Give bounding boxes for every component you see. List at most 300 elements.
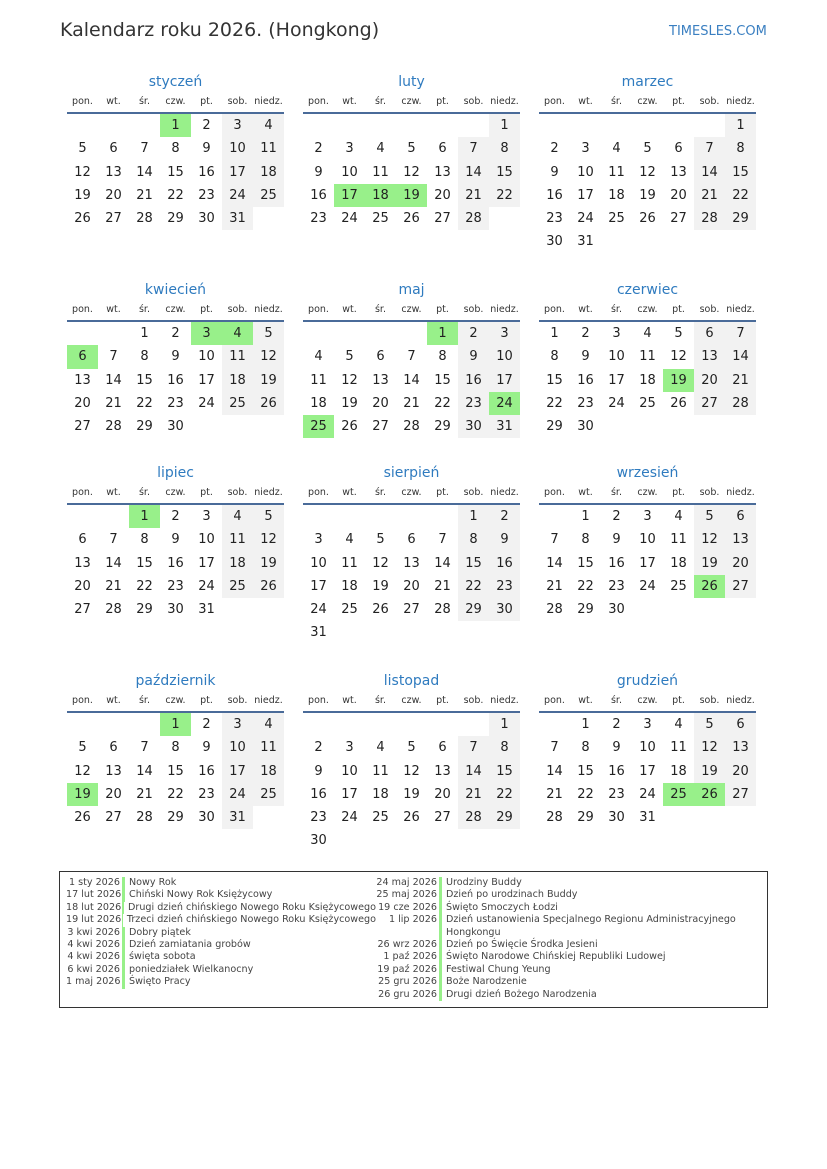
day-cell: 7 xyxy=(140,740,149,756)
weekday-label: pt. xyxy=(200,304,213,315)
day-cell: 3 xyxy=(581,141,590,157)
day-cell: 11 xyxy=(253,736,284,759)
day-cell: 13 xyxy=(403,555,420,571)
weekday-label: sob. xyxy=(227,304,248,315)
day-cell: 24 xyxy=(341,211,358,227)
weekday-label: sob. xyxy=(699,695,720,706)
day-cell: 25 xyxy=(608,211,625,227)
weekday-label: czw. xyxy=(401,96,422,107)
day-cell: 20 xyxy=(694,369,725,392)
weekday-label: niedz. xyxy=(726,304,755,315)
day-cell: 2 xyxy=(202,717,211,732)
day-cell: 23 xyxy=(577,395,594,411)
day-cell: 19 xyxy=(74,187,91,203)
day-cell: 2 xyxy=(202,118,211,133)
weekday-label: pt. xyxy=(672,695,685,706)
empty-cell xyxy=(303,505,334,528)
legend-name: Chiński Nowy Rok Księżycowy xyxy=(129,889,273,901)
month-3 xyxy=(67,278,284,438)
day-cell: 15 xyxy=(458,552,489,575)
weekday-label: śr. xyxy=(138,96,150,107)
weekday-label: pon. xyxy=(72,487,93,498)
holiday-day-cell: 6 xyxy=(67,345,98,368)
legend-name: Dzień po Święcie Środka Jesieni xyxy=(446,939,598,951)
day-cell: 5 xyxy=(407,141,416,157)
legend-name: poniedziałek Wielkanocny xyxy=(129,963,254,975)
legend-name: Drugi dzień Bożego Narodzenia xyxy=(446,988,597,1000)
day-grid xyxy=(303,322,520,438)
day-cell: 11 xyxy=(670,740,687,756)
legend-marker xyxy=(439,989,442,1001)
empty-cell xyxy=(539,505,570,528)
day-cell: 3 xyxy=(643,509,652,524)
weekday-label: pt. xyxy=(436,695,449,706)
empty-cell xyxy=(334,713,365,736)
legend-date: 1 maj 2026 xyxy=(66,976,121,988)
day-grid xyxy=(539,505,756,621)
day-cell: 24 xyxy=(608,395,625,411)
weekday-header xyxy=(67,94,284,114)
day-cell: 6 xyxy=(725,505,756,528)
day-cell: 26 xyxy=(74,211,91,227)
empty-cell xyxy=(427,114,458,137)
day-cell: 9 xyxy=(581,349,590,365)
weekday-label: sob. xyxy=(463,487,484,498)
day-cell: 7 xyxy=(458,137,489,160)
holiday-day-cell: 19 xyxy=(396,184,427,207)
empty-cell xyxy=(334,505,365,528)
day-cell: 25 xyxy=(222,575,253,598)
day-cell: 29 xyxy=(577,602,594,618)
day-cell: 23 xyxy=(198,786,215,802)
empty-cell xyxy=(396,322,427,345)
day-cell: 17 xyxy=(639,763,656,779)
day-cell: 13 xyxy=(105,164,122,180)
weekday-label: pon. xyxy=(72,304,93,315)
day-cell: 20 xyxy=(105,187,122,203)
day-cell: 22 xyxy=(458,575,489,598)
day-cell: 1 xyxy=(725,114,756,137)
day-cell: 9 xyxy=(489,528,520,551)
day-cell: 21 xyxy=(434,578,451,594)
legend-item xyxy=(66,927,376,939)
legend-marker xyxy=(122,902,124,914)
day-cell: 21 xyxy=(694,184,725,207)
weekday-label: śr. xyxy=(138,304,150,315)
day-cell: 23 xyxy=(489,575,520,598)
day-cell: 23 xyxy=(167,395,184,411)
day-cell: 5 xyxy=(345,349,354,365)
day-cell: 13 xyxy=(105,763,122,779)
day-cell: 28 xyxy=(458,207,489,230)
day-cell: 22 xyxy=(577,786,594,802)
empty-cell xyxy=(67,505,98,528)
day-cell: 21 xyxy=(458,184,489,207)
day-cell: 7 xyxy=(694,137,725,160)
weekday-label: niedz. xyxy=(254,304,283,315)
day-grid xyxy=(539,322,756,438)
day-cell: 23 xyxy=(310,211,327,227)
weekday-label: wt. xyxy=(578,304,593,315)
holiday-day-cell: 25 xyxy=(663,783,694,806)
day-cell: 6 xyxy=(376,349,385,365)
weekday-label: pt. xyxy=(200,487,213,498)
day-cell: 14 xyxy=(546,763,563,779)
weekday-label: śr. xyxy=(610,96,622,107)
day-cell: 2 xyxy=(612,509,621,524)
day-cell: 27 xyxy=(434,810,451,826)
day-cell: 25 xyxy=(253,783,284,806)
day-cell: 10 xyxy=(608,349,625,365)
empty-cell xyxy=(396,114,427,137)
holiday-day-cell: 17 xyxy=(334,184,365,207)
weekday-label: śr. xyxy=(374,96,386,107)
day-cell: 2 xyxy=(458,322,489,345)
holiday-day-cell: 19 xyxy=(663,369,694,392)
day-cell: 18 xyxy=(253,760,284,783)
day-cell: 12 xyxy=(403,164,420,180)
day-cell: 21 xyxy=(546,578,563,594)
day-cell: 31 xyxy=(222,207,253,230)
legend-marker xyxy=(122,964,125,976)
empty-cell xyxy=(67,713,98,736)
day-cell: 15 xyxy=(136,372,153,388)
day-cell: 29 xyxy=(434,419,451,435)
day-cell: 12 xyxy=(74,763,91,779)
weekday-label: pon. xyxy=(544,304,565,315)
weekday-label: pon. xyxy=(308,487,329,498)
month-name: marzec xyxy=(621,74,674,90)
weekday-label: sob. xyxy=(227,96,248,107)
day-cell: 19 xyxy=(694,760,725,783)
day-cell: 11 xyxy=(341,555,358,571)
legend-marker xyxy=(439,964,442,976)
day-cell: 17 xyxy=(198,372,215,388)
legend-name: święta sobota xyxy=(129,951,196,963)
day-cell: 13 xyxy=(434,164,451,180)
weekday-label: sob. xyxy=(699,96,720,107)
day-cell: 20 xyxy=(434,187,451,203)
weekday-label: niedz. xyxy=(254,96,283,107)
day-cell: 7 xyxy=(109,349,118,365)
empty-cell xyxy=(98,713,129,736)
day-cell: 29 xyxy=(725,207,756,230)
weekday-label: pon. xyxy=(544,487,565,498)
weekday-label: niedz. xyxy=(726,487,755,498)
month-5 xyxy=(539,278,756,438)
day-cell: 29 xyxy=(136,419,153,435)
day-cell: 23 xyxy=(310,810,327,826)
empty-cell xyxy=(98,505,129,528)
weekday-label: śr. xyxy=(374,487,386,498)
day-cell: 16 xyxy=(167,555,184,571)
day-cell: 4 xyxy=(376,740,385,756)
day-cell: 3 xyxy=(222,114,253,137)
legend-date: 26 wrz 2026 xyxy=(377,939,437,951)
day-cell: 23 xyxy=(546,211,563,227)
day-cell: 15 xyxy=(546,372,563,388)
day-cell: 19 xyxy=(694,552,725,575)
day-cell: 23 xyxy=(608,578,625,594)
day-cell: 11 xyxy=(372,763,389,779)
empty-cell xyxy=(334,114,365,137)
day-cell: 24 xyxy=(639,578,656,594)
weekday-label: czw. xyxy=(637,695,658,706)
weekday-label: pt. xyxy=(436,304,449,315)
weekday-label: wt. xyxy=(106,695,121,706)
legend-marker xyxy=(122,927,125,939)
day-cell: 17 xyxy=(198,555,215,571)
month-name: lipiec xyxy=(157,465,194,481)
day-cell: 29 xyxy=(577,810,594,826)
month-name: listopad xyxy=(383,673,440,689)
weekday-label: pt. xyxy=(436,487,449,498)
legend-item xyxy=(375,964,745,976)
day-cell: 24 xyxy=(341,810,358,826)
day-cell: 6 xyxy=(694,322,725,345)
day-cell: 3 xyxy=(314,532,323,548)
day-cell: 16 xyxy=(608,555,625,571)
day-cell: 4 xyxy=(253,114,284,137)
weekday-label: czw. xyxy=(637,304,658,315)
empty-cell xyxy=(396,713,427,736)
day-cell: 24 xyxy=(198,578,215,594)
holiday-day-cell: 4 xyxy=(222,322,253,345)
day-cell: 17 xyxy=(639,555,656,571)
day-grid xyxy=(303,114,520,230)
day-cell: 8 xyxy=(489,137,520,160)
day-cell: 7 xyxy=(109,532,118,548)
legend-item xyxy=(375,902,745,914)
weekday-label: wt. xyxy=(106,304,121,315)
month-name: maj xyxy=(398,282,425,298)
legend-name: Dobry piątek xyxy=(129,926,191,938)
holiday-day-cell: 24 xyxy=(489,392,520,415)
day-cell: 25 xyxy=(341,602,358,618)
legend-name: Dzień po urodzinach Buddy xyxy=(446,889,578,901)
day-cell: 25 xyxy=(372,211,389,227)
day-cell: 25 xyxy=(253,184,284,207)
day-cell: 4 xyxy=(222,505,253,528)
month-1 xyxy=(303,70,520,230)
weekday-header xyxy=(303,693,520,713)
day-cell: 19 xyxy=(341,395,358,411)
legend-date: 19 cze 2026 xyxy=(378,901,437,913)
legend-name: Drugi dzień chińskiego Nowego Roku Księżycowego xyxy=(128,901,376,913)
day-cell: 12 xyxy=(403,763,420,779)
day-cell: 2 xyxy=(171,509,180,524)
day-cell: 5 xyxy=(253,505,284,528)
day-cell: 13 xyxy=(74,555,91,571)
legend-date: 25 gru 2026 xyxy=(378,976,437,988)
day-cell: 27 xyxy=(105,211,122,227)
day-cell: 20 xyxy=(74,395,91,411)
weekday-label: czw. xyxy=(165,695,186,706)
day-cell: 27 xyxy=(74,419,91,435)
weekday-header xyxy=(303,94,520,114)
day-cell: 19 xyxy=(253,552,284,575)
day-cell: 2 xyxy=(314,141,323,157)
holiday-legend xyxy=(59,871,768,1008)
day-cell: 26 xyxy=(74,810,91,826)
day-cell: 9 xyxy=(314,763,323,779)
day-cell: 3 xyxy=(345,141,354,157)
day-cell: 24 xyxy=(198,395,215,411)
day-cell: 14 xyxy=(458,161,489,184)
weekday-label: czw. xyxy=(165,96,186,107)
day-cell: 11 xyxy=(253,137,284,160)
legend-date: 1 sty 2026 xyxy=(68,877,120,888)
day-cell: 14 xyxy=(546,555,563,571)
day-cell: 13 xyxy=(670,164,687,180)
holiday-day-cell: 1 xyxy=(160,114,191,137)
day-cell: 28 xyxy=(403,419,420,435)
day-cell: 30 xyxy=(167,419,184,435)
day-cell: 3 xyxy=(612,326,621,341)
weekday-label: sob. xyxy=(699,304,720,315)
legend-item xyxy=(66,877,376,889)
day-cell: 14 xyxy=(136,164,153,180)
day-cell: 14 xyxy=(458,760,489,783)
legend-item xyxy=(66,939,376,951)
day-cell: 12 xyxy=(670,349,687,365)
day-cell: 27 xyxy=(670,211,687,227)
holiday-day-cell: 18 xyxy=(365,184,396,207)
month-name: styczeń xyxy=(148,74,203,90)
day-cell: 30 xyxy=(167,602,184,618)
weekday-label: czw. xyxy=(401,695,422,706)
empty-cell xyxy=(601,114,632,137)
day-cell: 18 xyxy=(310,395,327,411)
day-cell: 4 xyxy=(674,717,683,732)
weekday-label: niedz. xyxy=(254,695,283,706)
empty-cell xyxy=(458,114,489,137)
empty-cell xyxy=(303,114,334,137)
legend-item xyxy=(375,877,745,889)
month-name: październik xyxy=(135,673,216,689)
legend-name: Urodziny Buddy xyxy=(446,877,522,888)
day-cell: 18 xyxy=(253,161,284,184)
day-cell: 19 xyxy=(253,369,284,392)
month-name: wrzesień xyxy=(616,465,679,481)
day-cell: 30 xyxy=(198,211,215,227)
weekday-label: sob. xyxy=(463,96,484,107)
day-cell: 6 xyxy=(725,713,756,736)
day-cell: 28 xyxy=(136,211,153,227)
day-cell: 8 xyxy=(489,736,520,759)
weekday-header xyxy=(303,485,520,505)
legend-item xyxy=(375,939,745,951)
empty-cell xyxy=(458,713,489,736)
day-cell: 21 xyxy=(458,783,489,806)
legend-marker xyxy=(439,877,442,889)
month-11 xyxy=(539,669,756,829)
day-cell: 14 xyxy=(694,161,725,184)
day-cell: 4 xyxy=(253,713,284,736)
day-cell: 26 xyxy=(403,211,420,227)
weekday-label: pon. xyxy=(72,96,93,107)
empty-cell xyxy=(632,114,663,137)
day-cell: 6 xyxy=(438,740,447,756)
day-cell: 5 xyxy=(78,740,87,756)
day-cell: 5 xyxy=(376,532,385,548)
legend-date: 4 kwi 2026 xyxy=(67,951,120,963)
day-grid xyxy=(539,713,756,829)
weekday-header xyxy=(67,302,284,322)
weekday-header xyxy=(67,485,284,505)
weekday-label: śr. xyxy=(610,487,622,498)
legend-item xyxy=(66,976,376,988)
day-cell: 16 xyxy=(458,369,489,392)
legend-date: 1 paź 2026 xyxy=(383,951,437,963)
day-cell: 20 xyxy=(372,395,389,411)
weekday-label: czw. xyxy=(401,304,422,315)
day-grid xyxy=(303,505,520,645)
legend-name: Dzień ustanowienia Specjalnego Regionu Administracyjnego Hongkongu xyxy=(446,914,736,938)
day-cell: 6 xyxy=(407,532,416,548)
day-cell: 20 xyxy=(725,760,756,783)
day-cell: 20 xyxy=(434,786,451,802)
weekday-label: sob. xyxy=(227,695,248,706)
weekday-label: pt. xyxy=(200,695,213,706)
brand-link[interactable]: TIMESLES.COM xyxy=(669,24,767,39)
day-cell: 14 xyxy=(434,555,451,571)
day-cell: 3 xyxy=(345,740,354,756)
day-cell: 30 xyxy=(310,833,327,849)
weekday-label: pt. xyxy=(672,487,685,498)
weekday-label: pon. xyxy=(544,695,565,706)
day-cell: 6 xyxy=(78,532,87,548)
legend-marker xyxy=(122,951,125,963)
day-cell: 15 xyxy=(577,555,594,571)
day-cell: 18 xyxy=(639,372,656,388)
legend-marker xyxy=(439,889,442,901)
day-cell: 4 xyxy=(674,509,683,524)
day-cell: 31 xyxy=(577,234,594,250)
legend-item xyxy=(375,889,745,901)
holiday-day-cell: 26 xyxy=(694,783,725,806)
day-cell: 12 xyxy=(639,164,656,180)
day-cell: 16 xyxy=(489,552,520,575)
legend-item xyxy=(375,976,745,988)
day-cell: 10 xyxy=(222,736,253,759)
day-cell: 5 xyxy=(694,505,725,528)
empty-cell xyxy=(365,114,396,137)
day-cell: 2 xyxy=(489,505,520,528)
day-cell: 13 xyxy=(434,763,451,779)
weekday-label: pt. xyxy=(672,304,685,315)
legend-name: Boże Narodzenie xyxy=(446,976,527,988)
empty-cell xyxy=(303,713,334,736)
day-cell: 22 xyxy=(167,786,184,802)
day-cell: 3 xyxy=(643,717,652,732)
day-cell: 18 xyxy=(372,786,389,802)
day-cell: 15 xyxy=(489,760,520,783)
day-cell: 5 xyxy=(78,141,87,157)
day-cell: 24 xyxy=(222,783,253,806)
day-cell: 18 xyxy=(222,369,253,392)
day-cell: 16 xyxy=(198,763,215,779)
day-cell: 30 xyxy=(608,602,625,618)
day-cell: 1 xyxy=(489,114,520,137)
day-cell: 7 xyxy=(550,740,559,756)
holiday-day-cell: 1 xyxy=(129,505,160,528)
day-cell: 12 xyxy=(694,736,725,759)
day-cell: 24 xyxy=(639,786,656,802)
month-4 xyxy=(303,278,520,438)
weekday-label: śr. xyxy=(374,304,386,315)
day-cell: 15 xyxy=(489,161,520,184)
